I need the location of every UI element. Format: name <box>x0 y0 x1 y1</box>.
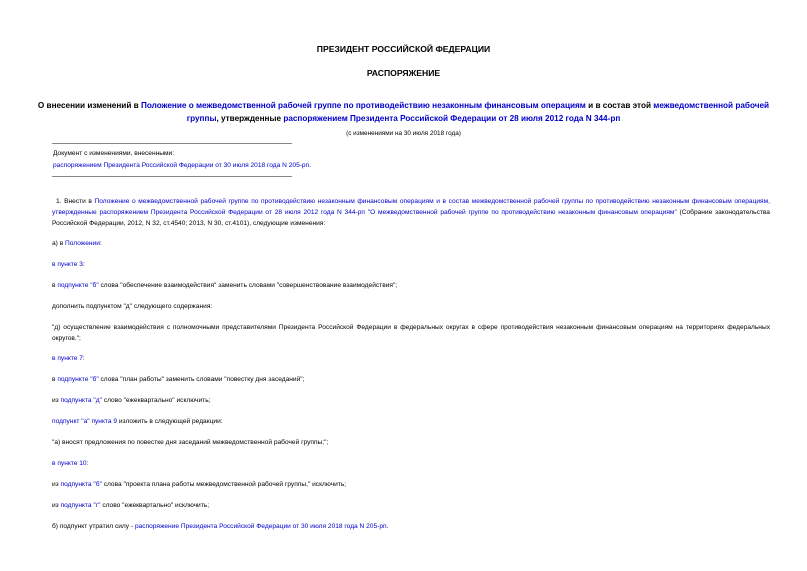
paragraph-13: из подпункта "б" слова "проекта плана работы межведомственной рабочей группы," исключить; <box>52 481 347 488</box>
doc-info-divider-top <box>52 143 292 144</box>
paragraph-15: б) подпункт утратил силу - распоряжение Президента Российской Федерации от 30 июля 2018 года N 205-рп. <box>52 523 389 530</box>
title-link-group[interactable]: межведомственной рабочей группы <box>186 101 770 123</box>
paragraph-13-link[interactable]: подпункта "б" <box>60 481 102 488</box>
paragraph-7-link[interactable]: в пункте 7 <box>52 355 83 362</box>
doc-info-link[interactable]: распоряжением Президента Российской Федерации от 30 июля 2018 года N 205-рп. <box>53 162 311 169</box>
paragraph-8: в подпункте "б" слова "план работы" заменить словами "повестку дня заседаний"; <box>52 376 305 383</box>
paragraph-10: подпункт "а" пункта 9 изложить в следующей редакции: <box>52 418 223 425</box>
paragraph-4: в подпункте "б" слова "обеспечение взаимодействия" заменить словами "совершенствование взаимодействия"; <box>52 282 398 289</box>
paragraph-15-link[interactable]: распоряжение Президента Российской Федерации от 30 июля 2018 года N 205-рп <box>134 523 387 530</box>
paragraph-7: в пункте 7: <box>52 355 85 362</box>
paragraph-1-link[interactable]: Положение о межведомственной рабочей группе по противодействию незаконным финансовым операциям и в состав межведомственной рабочей группы по противодействию незаконным финансовым операциям, утвержденные распоряжением Президента Российской Федерации от 28 июля 2012 года N 344-рп "О межведомственной рабочей группе по противодействию незаконным финансовым операциям" <box>52 198 770 216</box>
issuer-heading: ПРЕЗИДЕНТ РОССИЙСКОЙ ФЕДЕРАЦИИ <box>316 44 491 54</box>
paragraph-5: дополнить подпунктом "д" следующего содержания: <box>52 303 213 310</box>
paragraph-9: из подпункта "д" слово "ежеквартально" исключить; <box>52 397 211 404</box>
document-title: О внесении изменений в Положение о межведомственной рабочей группе по противодействию незаконным финансовым операциям и в состав этой межведомственной рабочей группы, утвержденные распоряжением Президента Российской Федерации от 28 июля 2012 года N 344-рп <box>37 101 770 123</box>
paragraph-14: из подпункта "г" слово "ежеквартально" исключить; <box>52 502 210 509</box>
paragraph-3-link[interactable]: в пункте 3 <box>52 261 83 268</box>
paragraph-14-link[interactable]: подпункта "г" <box>60 502 101 509</box>
title-link-order[interactable]: распоряжением Президента Российской Федерации от 28 июля 2012 года N 344-рп <box>283 114 621 123</box>
document-type-heading: РАСПОРЯЖЕНИЕ <box>366 68 441 78</box>
doc-info-label: Документ с изменениями, внесенными: <box>53 150 175 157</box>
paragraph-6: "д) осуществление взаимодействия с полномочными представителями Президента Российской Федерации в федеральных округах в сфере противодействия незаконным финансовым операциям на территориях федеральных округов."; <box>52 324 770 342</box>
doc-info-box <box>53 148 311 172</box>
paragraph-1: 1. Внести в Положение о межведомственной рабочей группе по противодействию незаконным финансовым операциям и в состав межведомственной рабочей группы по противодействию незаконным финансовым операциям, утвержденные распоряжением Президента Российской Федерации от 28 июля 2012 года N 344-рп "О межведомственной рабочей группе по противодействию незаконным финансовым операциям" (Собрание законодательства Российской Федерации, 2012, N 32, ст.4540; 2013, N 30, ст.4101), следующие изменения: <box>52 198 770 227</box>
paragraph-11: "а) вносят предложения по повестке дня заседаний межведомственной рабочей группы;"; <box>52 439 329 446</box>
edition-note: (с изменениями на 30 июля 2018 года) <box>346 130 461 137</box>
paragraph-9-link[interactable]: подпункта "д" <box>60 397 102 404</box>
paragraph-3: в пункте 3: <box>52 261 85 268</box>
paragraph-12: в пункте 10: <box>52 460 89 467</box>
title-link-regulation[interactable]: Положение о межведомственной рабочей группе по противодействию незаконным финансовым операциям <box>140 101 586 110</box>
paragraph-4-link[interactable]: подпункте "б" <box>57 282 99 289</box>
doc-info-divider-bottom <box>52 176 292 177</box>
paragraph-8-link[interactable]: подпункте "б" <box>57 376 99 383</box>
paragraph-2: а) в Положении: <box>52 240 102 247</box>
paragraph-2-link[interactable]: Положении <box>65 240 100 247</box>
paragraph-12-link[interactable]: в пункте 10 <box>52 460 87 467</box>
paragraph-10-link[interactable]: подпункт "а" пункта 9 <box>52 418 118 425</box>
